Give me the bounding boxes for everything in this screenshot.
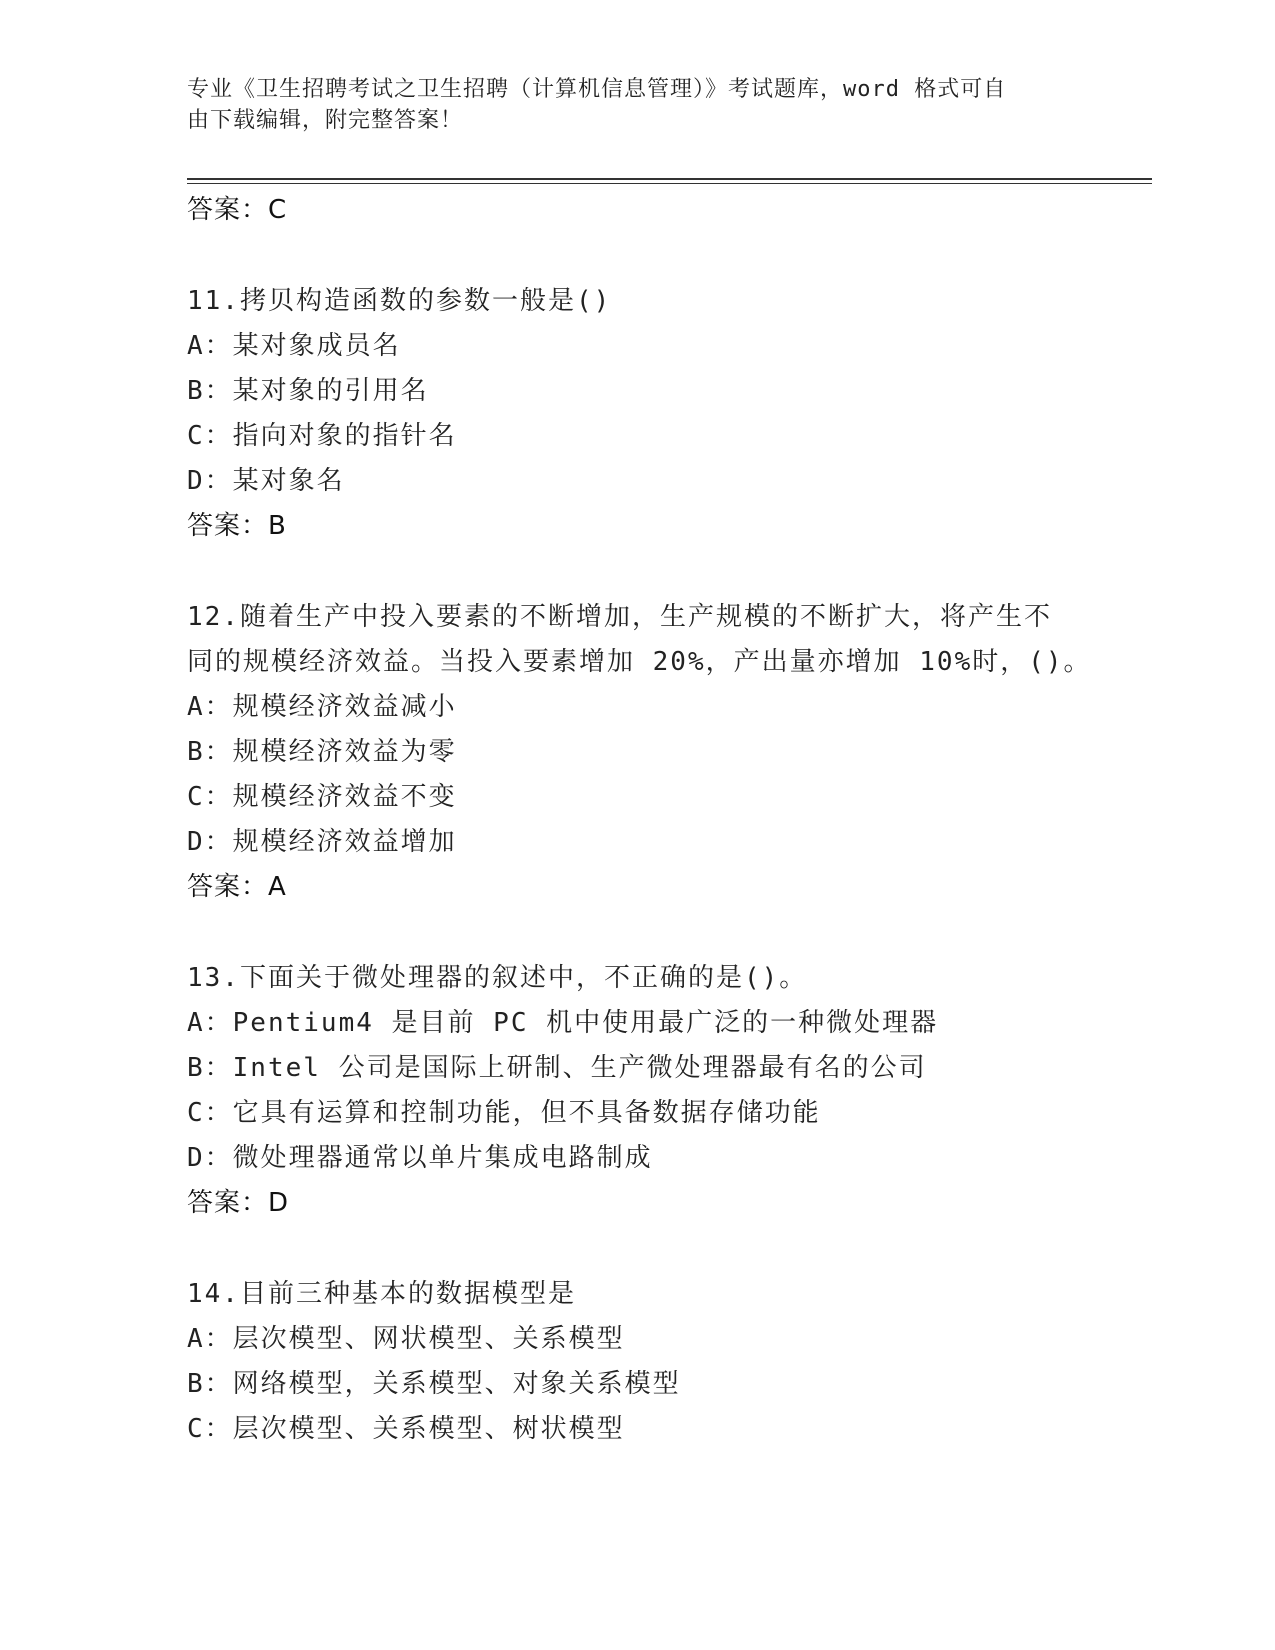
option-c: C：规模经济效益不变 [187,782,457,812]
question-text-continued: 同的规模经济效益。当投入要素增加 20%，产出量亦增加 10%时，()。 [187,647,1092,677]
option-a: A：Pentium4 是目前 PC 机中使用最广泛的一种微处理器 [187,1008,939,1038]
question-block [187,595,1152,910]
option-a: A：规模经济效益减小 [187,692,457,722]
answer-label: 答案： [187,195,269,225]
option-d: D：某对象名 [187,466,345,496]
spacer [187,549,1152,595]
question-text: 12.随着生产中投入要素的不断增加，生产规模的不断扩大，将产生不 [187,602,1052,632]
option-c: C：指向对象的指针名 [187,421,457,451]
option-b: B：规模经济效益为零 [187,737,457,767]
option-d: D：规模经济效益增加 [187,827,457,857]
question-block [187,279,1152,549]
answer-value: C [268,195,287,225]
answer-line [187,504,1152,549]
answer-value: B [268,511,286,541]
option-c: C：层次模型、关系模型、树状模型 [187,1414,625,1444]
spacer [187,910,1152,956]
question-text: 14.目前三种基本的数据模型是 [187,1279,576,1309]
question-text: 11.拷贝构造函数的参数一般是() [187,286,612,316]
question-block [187,1272,1152,1452]
header-line-1: 专业《卫生招聘考试之卫生招聘（计算机信息管理）》考试题库，word 格式可自 [187,77,1007,102]
option-a: A：层次模型、网状模型、关系模型 [187,1324,625,1354]
question-list [187,188,1152,1452]
answer-value: A [268,872,286,902]
spacer [187,1226,1152,1272]
answer-label: 答案： [187,872,269,902]
header-line-2: 由下载编辑，附完整答案！ [187,108,464,133]
question-block [187,956,1152,1226]
option-b: B：网络模型，关系模型、对象关系模型 [187,1369,681,1399]
option-b: B：Intel 公司是国际上研制、生产微处理器最有名的公司 [187,1053,927,1083]
spacer [187,233,1152,279]
answer-label: 答案： [187,1188,269,1218]
option-c: C：它具有运算和控制功能，但不具备数据存储功能 [187,1098,821,1128]
answer-label: 答案： [187,511,269,541]
option-a: A：某对象成员名 [187,331,401,361]
answer-value: D [268,1188,289,1218]
page-header [187,74,1067,136]
option-b: B：某对象的引用名 [187,376,429,406]
answer-line [187,1181,1152,1226]
option-d: D：微处理器通常以单片集成电路制成 [187,1143,653,1173]
header-divider [187,178,1152,184]
answer-line [187,188,1152,233]
question-text: 13.下面关于微处理器的叙述中，不正确的是()。 [187,963,808,993]
answer-line [187,865,1152,910]
